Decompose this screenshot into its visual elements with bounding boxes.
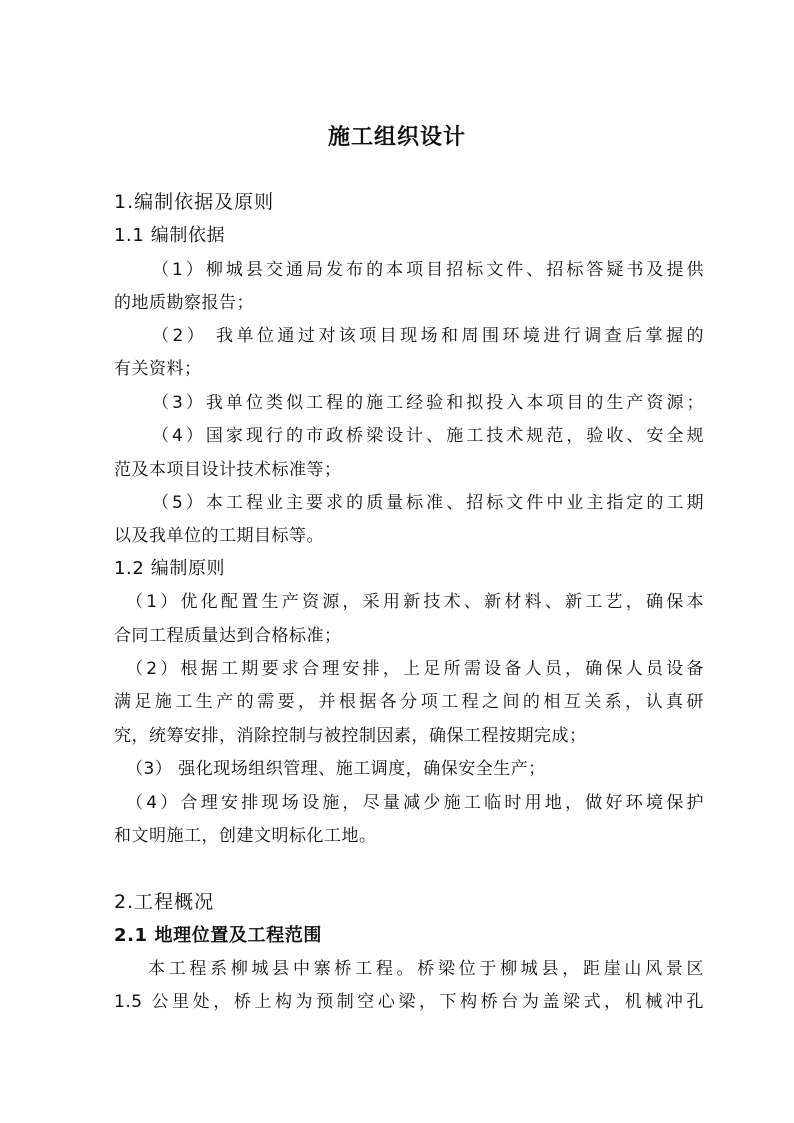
paragraph-line: （2） 我单位通过对该项目现场和周围环境进行调查后掌握的 bbox=[152, 326, 704, 346]
paragraph-line: 本工程系柳城县中寨桥工程。桥梁位于柳城县，距崖山风景区 bbox=[148, 959, 704, 979]
section-heading-2: 2.工程概况 bbox=[114, 891, 215, 913]
paragraph-line: 满足施工生产的需要，并根据各分项工程之间的相互关系，认真研 bbox=[114, 692, 704, 712]
paragraph-line: 合同工程质量达到合格标准； bbox=[114, 626, 342, 646]
paragraph-line: （4）国家现行的市政桥梁设计、施工技术规范，验收、安全规 bbox=[152, 426, 704, 446]
paragraph-line: （1）柳城县交通局发布的本项目招标文件、招标答疑书及提供 bbox=[152, 260, 704, 280]
paragraph-line: 1.5 公里处，桥上构为预制空心梁，下构桥台为盖梁式，机械冲孔 bbox=[114, 992, 704, 1012]
paragraph-line: 究，统筹安排，消除控制与被控制因素，确保工程按期完成； bbox=[114, 726, 587, 746]
paragraph-line: 以及我单位的工期目标等。 bbox=[114, 526, 324, 546]
document-title: 施工组织设计 bbox=[327, 125, 466, 150]
subsection-heading-1-1: 1.1 编制依据 bbox=[114, 225, 226, 246]
paragraph-line: 范及本项目设计技术标准等； bbox=[114, 460, 342, 480]
subsection-heading-2-1: 2.1 地理位置及工程范围 bbox=[114, 925, 322, 946]
paragraph-line: （4）合理安排现场设施，尽量减少施工临时用地，做好环境保护 bbox=[126, 793, 704, 813]
paragraph-line: 有关资料； bbox=[114, 359, 202, 379]
paragraph-line: （3）我单位类似工程的施工经验和拟投入本项目的生产资源； bbox=[152, 393, 704, 413]
paragraph-line: 和文明施工，创建文明标化工地。 bbox=[114, 826, 377, 846]
section-heading-1: 1.编制依据及原则 bbox=[114, 191, 275, 213]
paragraph-line: （2）根据工期要求合理安排，上足所需设备人员，确保人员设备 bbox=[126, 659, 704, 679]
paragraph-line: （1）优化配置生产资源，采用新技术、新材料、新工艺，确保本 bbox=[126, 592, 704, 612]
paragraph-line: （5）本工程业主要求的质量标准、招标文件中业主指定的工期 bbox=[152, 493, 704, 513]
subsection-heading-1-2: 1.2 编制原则 bbox=[114, 558, 226, 579]
paragraph-line: （3） 强化现场组织管理、施工调度，确保安全生产； bbox=[126, 759, 546, 779]
paragraph-line: 的地质勘察报告； bbox=[114, 293, 254, 313]
